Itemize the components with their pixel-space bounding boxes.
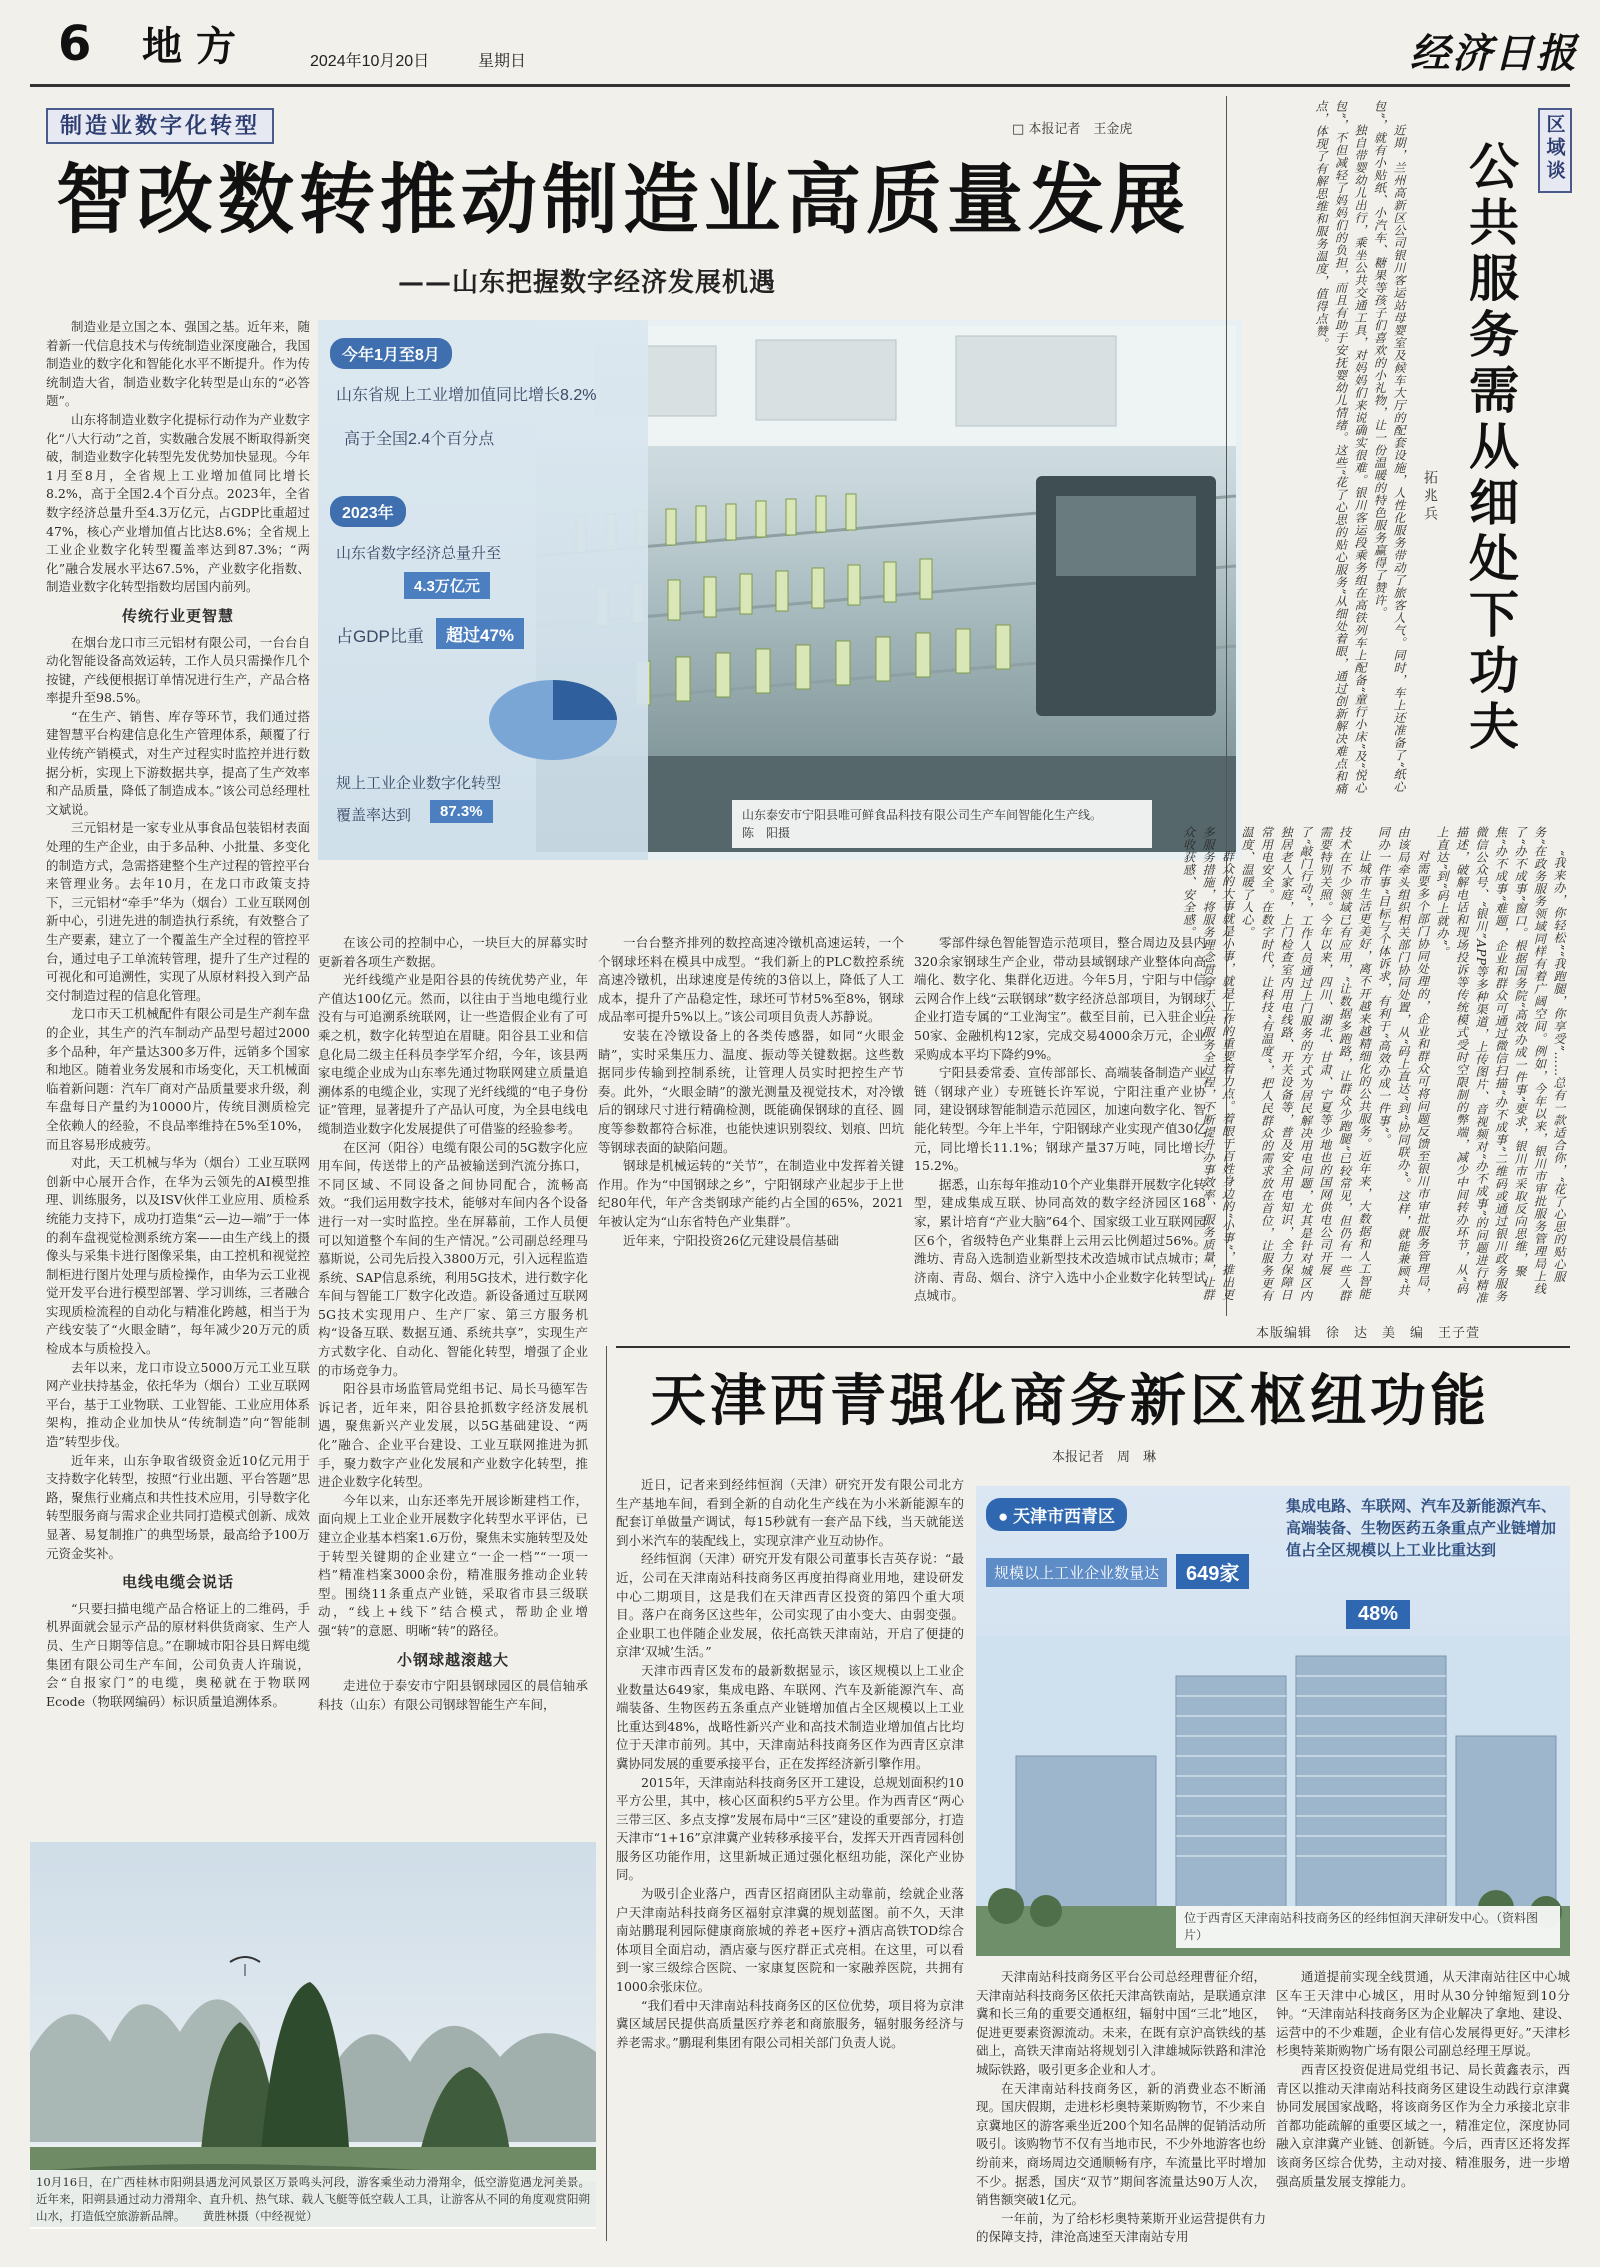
paragraph: 2015年，天津南站科技商务区开工建设，总规划面积约10平方公里，其中，核心区面积约5平方公里。作为西青区“两心三带三区、多点支撑”发展布局中“三区”建设的重要部分，打造天津市“1+16”京津冀产业转移承接平台，发挥天开西青园科创服务区功能作用，这里新城正通过强化枢纽功能，深化产业协同。 [616, 1774, 964, 1883]
paragraph: 山东将制造业数字化提标行动作为产业数字化“八大行动”之首，实数融合发展不断取得新突破，制造业数字化转型先发优势加快显现。今年1月至8月，全省规上工业增加值同比增长8.2%，高于全国2.4个百分点。2023年，全省数字经济总量升至4.3万亿元，占GDP比重超过47%，核心产业增加值占比达8.6%；全省规上工业企业数字化转型覆盖率达到87.3%；“两化”融合发展水平达67.5%，产业数字化指数、制造业数字化转型指数均居国内前列。 [46, 411, 310, 595]
paragraph: 钢球是机械运转的“关节”，在制造业中发挥着关键作用。作为“中国钢球之乡”，宁阳钢球产业起步于上世纪80年代，年产含类钢球产能约占全国的65%，2021年被认定为“山东省特色产业集群”。 [598, 1158, 904, 1229]
paragraph: 对需要多个部门协同处理的，企业和群众可将问题反馈至银川市审批服务管理局，由该局牵头组织相关部门协同处置，从“码上直达”到“协同联办”。这样，就能兼顾“共同办一件事”目标与个体诉求，有利于“高效办成一件事”。 [1376, 826, 1430, 1300]
section-heading: 电线电缆会说话 [121, 1573, 234, 1592]
paragraph: “只要扫描电缆产品合格证上的二维码，手机界面就会显示产品的原材料供货商家、生产人员、生产日期等信息。”在聊城市阳谷县日辉电缆集团有限公司生产车间，公司负责人许瑞说，会“自报家门”的电缆，奥秘就在于物联网Ecode（物联网编码）标识质量追溯体系。 [46, 1600, 310, 1709]
paragraph: 一年前，为了给杉杉奥特莱斯开业运营提供有力的保障支持，津沧高速至天津南站专用 [976, 2210, 1266, 2245]
factory-photo-caption: 山东泰安市宁阳县唯可鲜食品科技有限公司生产车间智能化生产线。 陈 阳摄 [732, 800, 1152, 848]
info-box-47-percent: 超过47% [436, 618, 524, 649]
paragraph: 近年来，宁阳投资26亿元建设晨信基础 [623, 1232, 839, 1248]
paragraph: 近年来，山东争取省级资金近10亿元用于支持数字化转型，按照“行业出题、平台答题”思路，聚焦行业痛点和共性技术应用，引导数字化转型服务商与需求企业共同打造模式创新、成效显著、易复制推广的典型场景，最高给予100万元资金奖补。 [46, 1452, 310, 1561]
main-col-4 [914, 934, 1206, 1344]
page-number: 6 [58, 16, 92, 72]
paragraph: 宁阳县委常委、宣传部部长、高端装备制造产业链（钢球产业）专班链长许军说，宁阳注重产业协同，建设钢球智能制造示范园区，加速向数字化、智能化转型。今年上半年，宁阳钢球产业实现产值30亿元，同比增长11.1%；钢球产量37万吨，同比增长15.2%。 [914, 1065, 1206, 1174]
paragraph: 在天津南站科技商务区，新的消费业态不断涌现。国庆假期，走进杉杉奥特莱斯购物节，不少来自京冀地区的游客乘坐近200个知名品牌的促销活动所吸引。该购物节不仅有当地市民，不少外地游客也纷纷前来，商场周边交通顺畅有序，车流量比平时增加不少。据悉，国庆“双节”期间客流量达90万人次，销售额突破1亿元。 [976, 2080, 1266, 2208]
paragraph: 在区河（阳谷）电缆有限公司的5G数字化应用车间，传送带上的产品被输送到汽流分拣口，不同区域、不同设备之间协同配合，流畅高效。“我们运用数字技术，能够对车间内各个设备进行一对一实时监控。坐在屏幕前，工作人员便可以知道整个车间的生产情况。”公司副总经理马慕斯说，公司先后投入3800万元，引入远程监造系统、SAP信息系统，利用5G技术，进行数字化车间与智能工厂数字化改造。新设备通过互联网5G技术实现用户、生产厂家、第三方服务机构“设备互联、数据互通、系统共享”，实现生产方式数字化、自动化、智能化转型，增强了企业的市场竞争力。 [318, 1139, 588, 1378]
location-icon: ● [998, 1507, 1013, 1526]
paragraph: 走进位于泰安市宁阳县钢球园区的晨信轴承科技（山东）有限公司钢球智能生产车间， [318, 1678, 588, 1712]
paragraph: “在生产、销售、库存等环节，我们通过搭建智慧平台构建信息化生产管理体系，颠覆了行业传统产销模式，对生产过程实时监控并进行数据分析，实现上下游数据共享，提高了生产效率和产品质量，降低了制造成本。”该公司总经理杜文斌说。 [46, 708, 310, 817]
tianjin-byline: 本报记者 周 琳 [1052, 1450, 1157, 1465]
paragraph: 天津南站科技商务区平台公司总经理曹征介绍，天津南站科技商务区依托天津高铁南站，是联通京津冀和长三角的重要交通枢纽，辐射中国“三北”地区，促进更要素资源流动。未来，在既有京沪高铁线的基础上，高铁天津南站将规划引入津雄城际铁路和津沧城际铁路，吸引更多企业和人才。 [976, 1969, 1266, 2077]
regional-text-lower [1181, 826, 1568, 1306]
tianjin-tag-label: 天津市西青区 [1013, 1507, 1115, 1526]
paragraph: 经纬恒润（天津）研究开发有限公司董事长吉英存说：“最近，公司在天津南站科技商务区再度拍得商业用地，建设研发中心二期项目，这是我们在天津西青区投资的第四个重大项目。落户在商务区这些年，公司实现了由小变大、由弱变强。企业职工也伴随企业发展，依托高铁天津南站，开启了便捷的京津‘双城’生活。” [616, 1551, 964, 1660]
paragraph: 在烟台龙口市三元铝材有限公司，一台台自动化智能设备高效运转，工作人员只需操作几个按键，产线便根据订单情况进行生产，产品合格率提升至98.5%。 [46, 634, 310, 706]
info-line-enterprise-transform: 规上工业企业数字化转型 [336, 775, 502, 792]
main-col-3 [598, 934, 904, 1344]
paragraph: 去年以来，龙口市设立5000万元工业互联网产业扶持基金，依托华为（烟台）工业互联网平台，基于工业物联、工业智能、工业应用体系架构，推动企业加快从“传统制造”向“智能制造”转型步伐。 [46, 1359, 310, 1450]
masthead-rule [30, 84, 1570, 87]
paraglider-caption: 10月16日，在广西桂林市阳朔县遇龙河风景区万景鸣头河段，游客乘坐动力滑翔伞，低空游览遇龙河美景。近年来，阳朔县通过动力滑翔伞、直升机、热气球、载人飞艇等低空载人工具，让游客从不同的角度观赏阳朔山水，打造低空旅游新品牌。 黄胜林摄（中经视觉） [30, 2170, 596, 2229]
paragraph: 一台台整齐排列的数控高速冷镦机高速运转，一个个钢球坯料在模具中成型。“我们新上的PLC数控系统高速冷镦机，出球速度是传统的3倍以上，降低了人工成本，提升了产品稳定性，球坯可节材5%至8%，钢球成品率可提升5%以上。”该公司项目负责人苏静说。 [598, 935, 904, 1025]
main-col-1 [46, 318, 310, 1848]
regional-tag-label: 区域谈 [1543, 114, 1566, 183]
tianjin-box-48: 48% [1346, 1600, 1410, 1629]
main-col-2 [318, 934, 588, 1849]
tianjin-line-chains: 集成电路、车联网、汽车及新能源汽车、高端装备、生物医药五条重点产业链增加值占全区规模以上工业比重达到 [1286, 1498, 1557, 1559]
tianjin-box-649: 649家 [1176, 1554, 1249, 1589]
issue-weekday: 星期日 [478, 53, 527, 70]
info-label-2023: 2023年 [330, 496, 406, 527]
paragraph: 制造业是立国之本、强国之基。近年来，随着新一代信息技术与传统制造业深度融合，我国制造业的数字化和智能化水平不断提升。作为传统制造大省，制造业数字化转型是山东的“必答题”。 [46, 319, 310, 409]
tianjin-photo-caption: 位于西青区天津南站科技商务区的经纬恒润天津研发中心。（资料图片） [1176, 1906, 1560, 1948]
tianjin-headline: 天津西青强化商务新区枢纽功能 [650, 1368, 1490, 1434]
paragraph: 据悉，山东每年推动10个产业集群开展数字化转型，建成集成互联、协同高效的数字经济园区168家，累计培育“产业大脑”64个、国家级工业互联网园区6个，省级特色产业集群上云用云比例超过56%。潍坊、青岛入选制造业新型技术改造城市试点城市；济南、青岛、烟台、济宁入选中小企业数字化转型试点城市。 [914, 1176, 1206, 1304]
masthead [0, 0, 1600, 82]
section-heading: 传统行业更智慧 [121, 606, 234, 625]
paragraph: 阳谷县市场监管局党组书记、局长马德军告诉记者，近年来，阳谷县抢抓数字经济发展机遇，聚焦新兴产业发展，以5G基础建设、“两化”融合、企业平台建设、工业互联网推进为抓手，聚力数字产业化发展和产业数字化转型，推进企业数字化转型。 [318, 1381, 588, 1490]
paragraph: 三元铝材是一家专业从事食品包装铝材表面处理的生产企业，由于多品种、小批量、多变化的制造方式，急需搭建整个生产过程的管控平台来管理业务。去年10月，在龙口市政策支持下，三元铝材“牵手”华为（烟台）工业互联网创新中心，引进先进的制造执行系统，有效整合了生产要素，建立了一个覆盖生产全过程的管控平台，通过电子工单流转管理，提升了生产过程的可视化和可追溯性，实现了从原材料投入到产品交付制造过程的信息化管理。 [46, 820, 310, 1003]
byline-text: 本报记者 王金虎 [1028, 122, 1133, 137]
column-tag-label: 制造业数字化转型 [60, 113, 261, 139]
info-label-jan-aug: 今年1月至8月 [330, 338, 452, 369]
paragraph: 在该公司的控制中心，一块巨大的屏幕实时更新着各项生产数据。 [318, 935, 588, 969]
paragraph: “我们看中天津南站科技商务区的区位优势，项目将为京津冀区域居民提供高质量医疗养老和商旅服务，辐射服务经济与养老需求。”鹏琨利集团有限公司相关部门负责人说。 [616, 1997, 964, 2050]
paragraph: 天津市西青区发布的最新数据显示，该区规模以上工业企业数量达649家，集成电路、车联网、汽车及新能源汽车、高端装备、生物医药五条重点产业链增加值占全区规模以上工业比重达到48%，战略性新兴产业和高技术制造业增加值占比均位于天津市前列。其中，天津南站科技商务区作为西青区京津冀协同发展的重要承接平台，正在发挥经济新引擎作用。 [616, 1662, 964, 1771]
info-box-4-3-trillion: 4.3万亿元 [404, 572, 490, 599]
paragraph: 对此，天工机械与华为（烟台）工业互联网创新中心展开合作，在华为云领先的AI模型推理、训练服务，以及ISV伙伴工业应用、质检系统能力支持下，成功打造集“云—边—端”于一体的刹车盘视觉检测系统方案——由生产线上的摄像头与采集卡进行图像采集，由工控机和视觉控制柜进行图片处理与质检操作，由华为云工业视觉开发平台进行模型部署、学习训练，三者融合实现质检流程的自动化与精准化跨越，相当于为产线安装了“火眼金睛”，每年减少20万元的质检成本与质检投入。 [46, 1155, 310, 1357]
paragraph: 独自带婴幼儿出行，乘坐公共交通工具，对妈妈们来说确实很难。银川客运段乘务组在高铁列车上配备“童行小床”及“悦心包”，不但减轻了妈妈们的负担，而且有助于安抚婴幼儿情绪。这些“花了心思的贴心服务”从细处着眼，通过创新解决难点和痛点，体现了有解思维和服务温度，值得点赞。 [1314, 100, 1367, 795]
tianjin-col-2 [976, 1968, 1266, 2245]
paragraph: 通道提前实现全线贯通，从天津南站往区中心城区车王天津中心城区，用时从30分钟缩短到10分钟。“天津南站科技商务区为企业解决了拿地、建设、运营中的不少难题，企业有信心发展得更好。”天津杉杉奥特莱斯购物广场有限公司副总经理王厚说。 [1276, 1969, 1570, 2059]
main-infographic [318, 320, 1242, 860]
paragraph: 西青区投资促进局党组书记、局长黄鑫表示，西青区以推动天津南站科技商务区建设生动践行京津冀协同发展国家战略，将该商务区作为全力承接北京非首都功能疏解的重要区域之一，精准定位，深度协同融入京津冀产业链、创新链。今后，西青区还将发挥该商务区综合优势，主动对接、精准服务，进一步增强高质量发展支撑能力。 [1276, 2061, 1570, 2189]
regional-text-upper [1236, 100, 1408, 818]
section-divider [616, 1346, 1570, 1348]
main-subheadline: ——山东把握数字经济发展机遇 [398, 268, 777, 298]
regional-tag [1538, 108, 1572, 193]
info-line-gdp-share: 占GDP比重 [336, 627, 424, 646]
issue-date: 2024年10月20日 [310, 53, 430, 70]
info-line-coverage: 覆盖率达到 [336, 807, 412, 824]
column-divider [606, 1346, 607, 2241]
info-line-growth: 山东省规上工业增加值同比增长8.2% [336, 387, 597, 404]
paragraph: 零部件绿色智能智造示范项目，整合周边及县内320余家钢球生产企业，带动县域钢球产业整体向高端化、数字化、集群化迈进。今年5月，宁阳与中信云网合作上线“云联钢球”数字经济总部项目，为钢球企业打造专属的“工业淘宝”。截至目前，已入驻企业50家、金融机构12家，完成交易4000余万元，企业采购成本平均下降约9%。 [914, 935, 1206, 1062]
pie-illustration [478, 650, 628, 770]
section-name: 地方 [142, 23, 250, 70]
tianjin-col-1 [616, 1476, 964, 2232]
tianjin-infographic [976, 1486, 1570, 1956]
page-editors: 本版编辑 徐 达 美 编 王子萱 [1256, 1326, 1481, 1341]
tianjin-col-3 [1276, 1968, 1570, 2232]
paragraph: 近期，兰州高新区公司银川客运站母婴室及候车大厅的配套设施，人性化服务带动了旅客人气。同时，车上还准备了“纸心包”，就有小贴纸、小汽车、糖果等孩子们喜欢的小礼物，让一份温暖的特色服务赢得了赞许。 [1372, 100, 1406, 794]
paragraph: 为吸引企业落户，西青区招商团队主动靠前，绘就企业落户天津南站科技商务区福射京津冀的规划蓝图。前不久，天津南站鹏琨利园际健康商旅城的养老+医疗+酒店高铁TOD综合体项目全面启动，酒店豪与医疗群正式亮相。在这里，可以看到一家三级综合医院、一家康复医院和一家融养医院，共拥有1000余张床位。 [616, 1886, 964, 1995]
paragraph: 光纤线缆产业是阳谷县的传统优势产业，年产值达100亿元。然而，以往由于当地电缆行业没有与可追溯系统联网，让一些造假企业有了可乘之机，数字化转型迫在眉睫。阳谷县工业和信息化局二级主任科员李学军介绍，今年，该县两家电缆企业成为山东率先通过物联网建立质量追溯体系的电缆企业，实现了光纤线缆的“电子身份证”管理，显著提升了产品认可度，为全县电线电缆制造业数字化发展提供了可借鉴的经验参考。 [318, 972, 588, 1136]
paragraph: “我来办，你轻松”“我跑腿，你享受”……总有一款适合你，“花了心思的贴心服务”在政务服务领域同样有着广阔空间。例如，今年以来，银川市审批服务管理局上线了“办不成事”窗口。根据国务院“高效办成一件事”要求，银川市采取反向思维，聚焦“办不成事”难题，企业和群众可通过微信扫描“办不成事”二维码或通过银川政务服务微信公众号、“银川”APP等多种渠道，上传图片、音视频对“办不成事”的问题进行精准描述，破解电话和现场投诉等传统模式受时空限制的弊端，减少中间转办环节，从“码上直达”到“码上就办”。 [1435, 826, 1566, 1304]
main-headline: 智改数转推动制造业高质量发展 [56, 155, 1190, 244]
info-box-87-3-percent: 87.3% [430, 800, 493, 823]
info-line-above-national: 高于全国2.4个百分点 [344, 431, 495, 448]
regional-headline: 公共服务需从细处下功夫 [1461, 140, 1520, 756]
paragraph: 安装在冷镦设备上的各类传感器，如同“火眼金睛”，实时采集压力、温度、振动等关键数据。这些数据同步传输到控制系统，让管理人员实时把控生产节奏。此外，“火眼金睛”的激光测量及视觉技术，对冷镦后的钢球尺寸进行精确检测，既能确保钢球的直径、圆度等参数都符合标准，也能快速识别裂纹、划痕、凹坑等钢球表面的缺陷问题。 [598, 1027, 904, 1155]
paragraph: 龙口市天工机械配件有限公司是生产刹车盘的企业，其生产的汽车制动产品型号超过2000多个品种，年产量达300多万件，远销多个国家和地区。随着业务发展和市场变化，天工机械面临着新问题：汽车厂商对产品质量要求升级，刹车盘每日产量约为10000片，传统目测质检完全依赖人的经验，不良品率维持在5%至10%，而且容易形成疲劳。 [46, 1006, 310, 1152]
tianjin-tag [986, 1498, 1127, 1531]
paraglider-photo [30, 1842, 596, 2227]
paragraph: 今年以来，山东还率先开展诊断建档工作，面向规上工业企业开展数字化转型水平评估，已建立企业基本档案1.6万份，聚焦未实施转型及处于转型关键期的企业建立“一企一档”“一项一档”精准档案3000余份，精准服务推动企业转型。围绕11条重点产业链，采取省市县三级联动，“线上+线下”结合模式，帮助企业增强“转”的意愿、明晰“转”的路径。 [318, 1492, 588, 1638]
tianjin-line-enterprises: 规模以上工业企业数量达 [986, 1558, 1167, 1587]
square-icon: □ [1012, 122, 1029, 137]
paragraph: 群众的大事就是小事，就是工作的重要着力点。着眼于百姓身边的“小事”，推出更多服务措施，将服务理念贯穿于公共服务全过程，不断提升办事效率、服务质量，让群众收获感、安全感。 [1181, 826, 1235, 1301]
section-heading: 小钢球越滚越大 [396, 1650, 509, 1669]
paragraph: 近日，记者来到经纬恒润（天津）研究开发有限公司北方生产基地车间，看到全新的自动化生产线在为小米新能源车的配套订单做量产调试，每15秒就有一套产品下线，当天就能送到小米汽车的装配线上，实现京津产业互动协作。 [616, 1477, 964, 1548]
paper-logo: 经济日报 [1410, 30, 1578, 77]
main-byline [1012, 118, 1132, 137]
info-line-digital-economy: 山东省数字经济总量升至 [336, 545, 502, 562]
paragraph: 让城市生活更美好，离不开越来越精细化的公共服务。近年来，大数据和人工智能技术在不少领域已有应用，“让数据多跑路，让群众少跑腿”已较常见，但仍有一些人群需要特别关照。今年以来，四川、湖北、甘肃、宁夏等少地也的国网供电公司开展了“敲门行动”，工作人员通过上门服务的方式为居民解决用电问题，尤其是针对城区内独居老人家庭，上门检查室内用电线路、开关设备等，普及安全用电知识，全力保障日常用电安全。在数字时代，让科技“有温度”，把人民群众的需求放在首位，让服务更有温度、温暖了人心。 [1240, 826, 1371, 1302]
column-tag [46, 108, 274, 144]
regional-author: 拓兆兵 [1422, 470, 1438, 524]
